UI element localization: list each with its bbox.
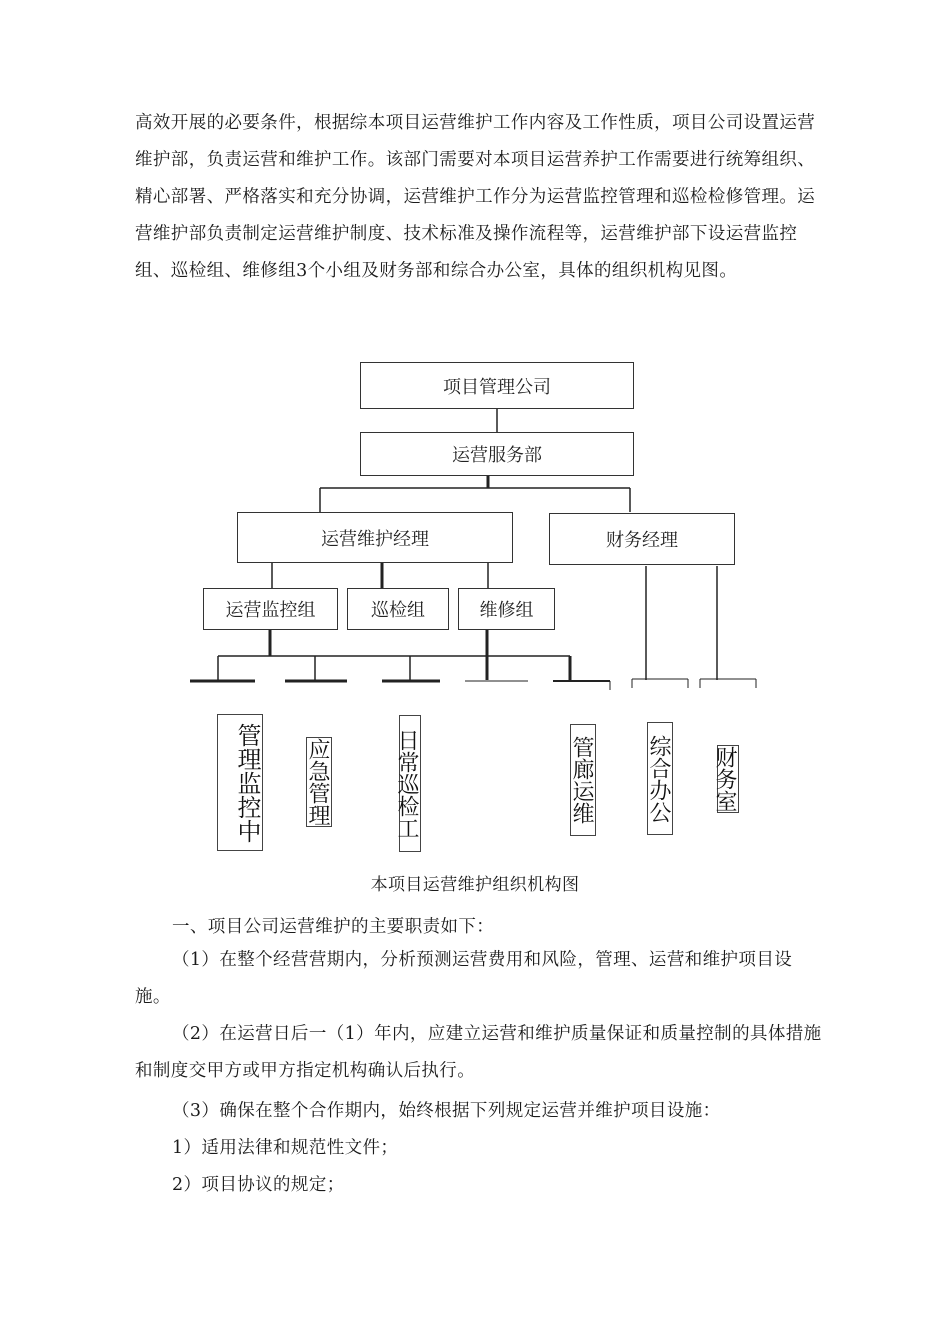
node-finance-manager: 财务经理 — [549, 513, 735, 565]
node-inspection-group: 巡检组 — [347, 588, 449, 630]
leaf-pipe-gallery-ops: 管廊运维 — [570, 724, 596, 836]
item-3-1: 1）适用法律和规范性文件； — [172, 1138, 399, 1158]
node-ops-manager: 运营维护经理 — [237, 512, 513, 563]
intro-paragraph: 高效开展的必要条件，根据综本项目运营维护工作内容及工作性质，项目公司设置运营维护部，负责运营和维护工作。该部门需要对本项目运营养护工作需要进行统筹组织、精心部署、严格落实和充分协调，运营维护工作分为运营监控管理和巡检检修管理。运营维护部负责制定运营维护制度、技术标准及操作流程等，运营维护部下设运营监控组、巡检组、维修组3个小组及财务部和综合办公室，具体的组织机构见图。 — [135, 113, 816, 281]
leaf-finance-office: 财务室 — [712, 746, 737, 812]
item-3-2: 2）项目协议的规定； — [172, 1175, 345, 1195]
leaf-emergency-management: 应急管理 — [305, 738, 330, 826]
item-3: （3）确保在整个合作期内，始终根据下列规定运营并维护项目设施： — [172, 1101, 721, 1121]
leaf-general-office: 综合办公 — [647, 722, 673, 835]
node-project-company: 项目管理公司 — [360, 362, 634, 409]
node-monitor-group: 运营监控组 — [203, 588, 338, 630]
chart-caption: 本项目运营维护组织机构图 — [370, 875, 580, 895]
node-repair-group: 维修组 — [458, 588, 555, 630]
section-heading: 一、项目公司运营维护的主要职责如下： — [172, 917, 495, 937]
item-1: （1）在整个经营营期内，分析预测运营费用和风险，管理、运营和维护项目设施。 — [135, 950, 793, 1007]
leaf-daily-inspection: 日常巡检工 — [399, 715, 421, 852]
item-2: （2）在运营日后一（1）年内，应建立运营和维护质量保证和质量控制的具体措施和制度交甲方或甲方指定机构确认后执行。 — [135, 1024, 822, 1081]
leaf-monitoring-center: 管理监控中 — [217, 714, 263, 851]
node-service-department: 运营服务部 — [360, 432, 634, 476]
